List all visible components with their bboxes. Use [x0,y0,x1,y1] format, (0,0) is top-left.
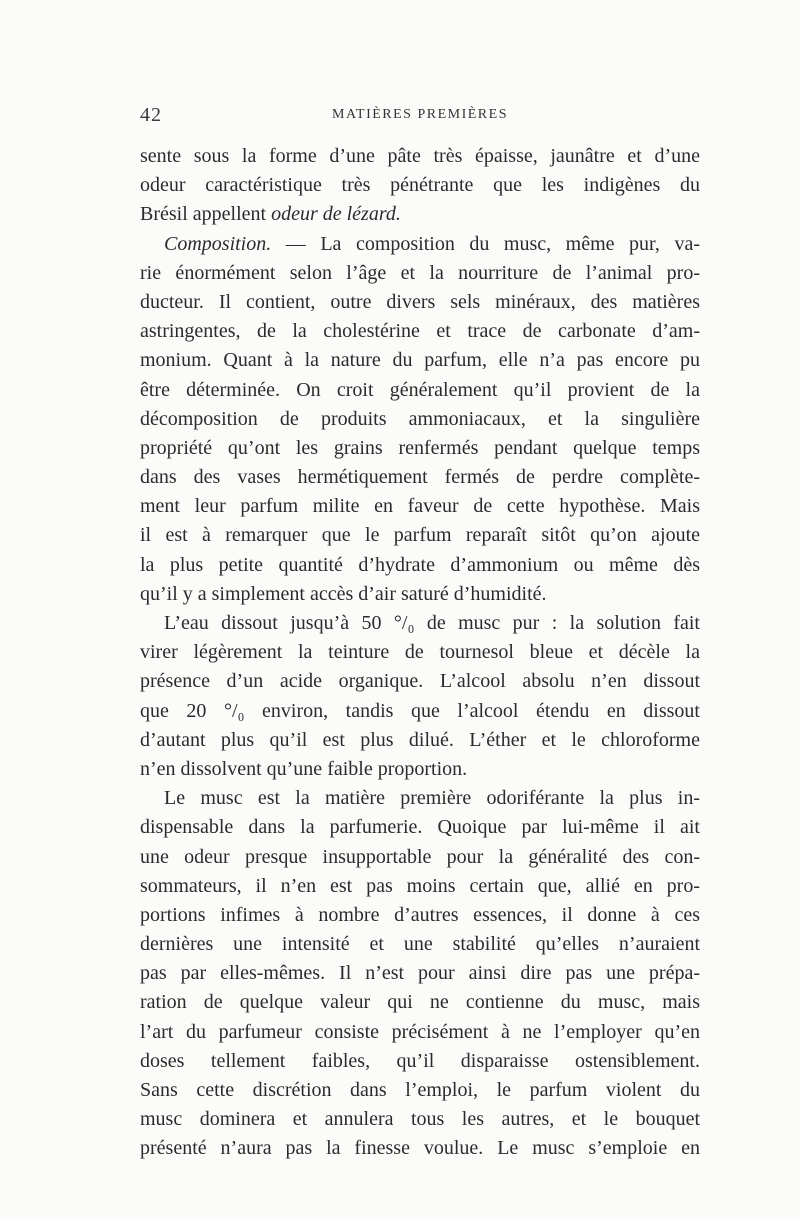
text-line [140,901,700,930]
text-run: odeur caractéristique très pénétrante que les indigènes du [140,174,700,197]
text-run: — La composition du musc, même pur, va- [271,232,700,255]
text-line [140,755,700,784]
text-line [140,346,700,375]
text-line [140,1076,700,1105]
italic-text: Composition. [164,232,272,255]
text-line [140,638,700,667]
text-line [140,521,700,550]
text-line [140,1134,700,1163]
text-run: il est à remarquer que le parfum reparaît sitôt qu’on ajoute [140,524,700,547]
text-run: ducteur. Il contient, outre divers sels minéraux, des matières [140,290,700,313]
text-run: virer légèrement la teinture de tournesol bleue et décèle la [140,641,700,664]
text-run: dernières une intensité et une stabilité qu’elles n’auraient [140,933,700,956]
text-line [140,259,700,288]
text-run: ment leur parfum milite en faveur de cette hypothèse. Mais [140,495,700,518]
text-line [140,697,700,726]
text-line [140,142,700,171]
text-run: présence d’un acide organique. L’alcool absolu n’en dissout [140,670,700,693]
text-line [140,1047,700,1076]
text-run: d’autant plus qu’il est plus dilué. L’éther et le chloroforme [140,728,700,751]
text-line [140,930,700,959]
text-line [140,843,700,872]
text-run: pas par elles-mêmes. Il n’est pour ainsi dire pas une prépa- [140,962,700,985]
text-run: monium. Quant à la nature du parfum, elle n’a pas encore pu [140,349,700,372]
text-run: musc dominera et annulera tous les autres, et le bouquet [140,1108,700,1131]
text-line [140,317,700,346]
text-line [140,171,700,200]
text-line [140,959,700,988]
body-text [140,142,700,1164]
text-run: l’art du parfumeur consiste précisément à ne l’employer qu’en [140,1020,700,1043]
text-line [140,872,700,901]
text-line [140,667,700,696]
text-run: portions infimes à nombre d’autres essences, il donne à ces [140,903,700,926]
text-run: rie énormément selon l’âge et la nourriture de l’animal pro- [140,261,700,284]
text-run: L’eau dissout jusqu’à 50 °/₀ de musc pur : la solution fait [164,612,700,634]
running-head [140,104,700,128]
text-line [140,200,700,229]
text-run: la plus petite quantité d’hydrate d’ammonium ou même dès [140,553,700,576]
text-run: être déterminée. On croit généralement qu’il provient de la [140,378,700,401]
text-run: sommateurs, il n’en est pas moins certain que, allié en pro- [140,874,700,897]
text-line [140,376,700,405]
text-run: dispensable dans la parfumerie. Quoique par lui-même il ait [140,816,700,839]
text-line [140,492,700,521]
text-line [140,813,700,842]
text-run: Brésil appellent [140,203,272,226]
page-number: 42 [140,104,162,126]
text-run: astringentes, de la cholestérine et trace de carbonate d’am- [140,320,700,343]
text-run: ration de quelque valeur qui ne contienne du musc, mais [140,991,700,1014]
text-line [140,551,700,580]
text-line [140,434,700,463]
text-run: présenté n’aura pas la finesse voulue. Le musc s’emploie en [140,1137,700,1160]
text-line [140,784,700,813]
text-line [140,726,700,755]
text-line [140,988,700,1017]
italic-text: odeur de lézard. [271,203,401,226]
text-run: doses tellement faibles, qu’il disparaisse ostensiblement. [140,1049,700,1072]
text-line [140,580,700,609]
text-line [140,230,700,259]
text-line [140,405,700,434]
text-run: Le musc est la matière première odoriférante la plus in- [164,787,700,810]
text-run: décomposition de produits ammoniacaux, et la singulière [140,407,700,430]
text-run: n’en dissolvent qu’une faible proportion. [140,757,468,780]
text-run: une odeur presque insupportable pour la généralité des con- [140,845,700,868]
running-title: MATIÈRES PREMIÈRES [332,107,508,122]
text-run: dans des vases hermétiquement fermés de perdre complète- [140,466,700,489]
text-line [140,463,700,492]
text-run: propriété qu’ont les grains renfermés pendant quelque temps [140,436,700,459]
text-run: sente sous la forme d’une pâte très épaisse, jaunâtre et d’une [140,145,700,167]
text-run: qu’il y a simplement accès d’air saturé d’humidité. [140,582,547,605]
text-run: Sans cette discrétion dans l’emploi, le parfum violent du [140,1079,700,1101]
text-line [140,1105,700,1134]
text-line [140,609,700,638]
text-line [140,288,700,317]
text-line [140,1018,700,1047]
text-run: que 20 °/₀ environ, tandis que l’alcool étendu en dissout [140,699,700,722]
